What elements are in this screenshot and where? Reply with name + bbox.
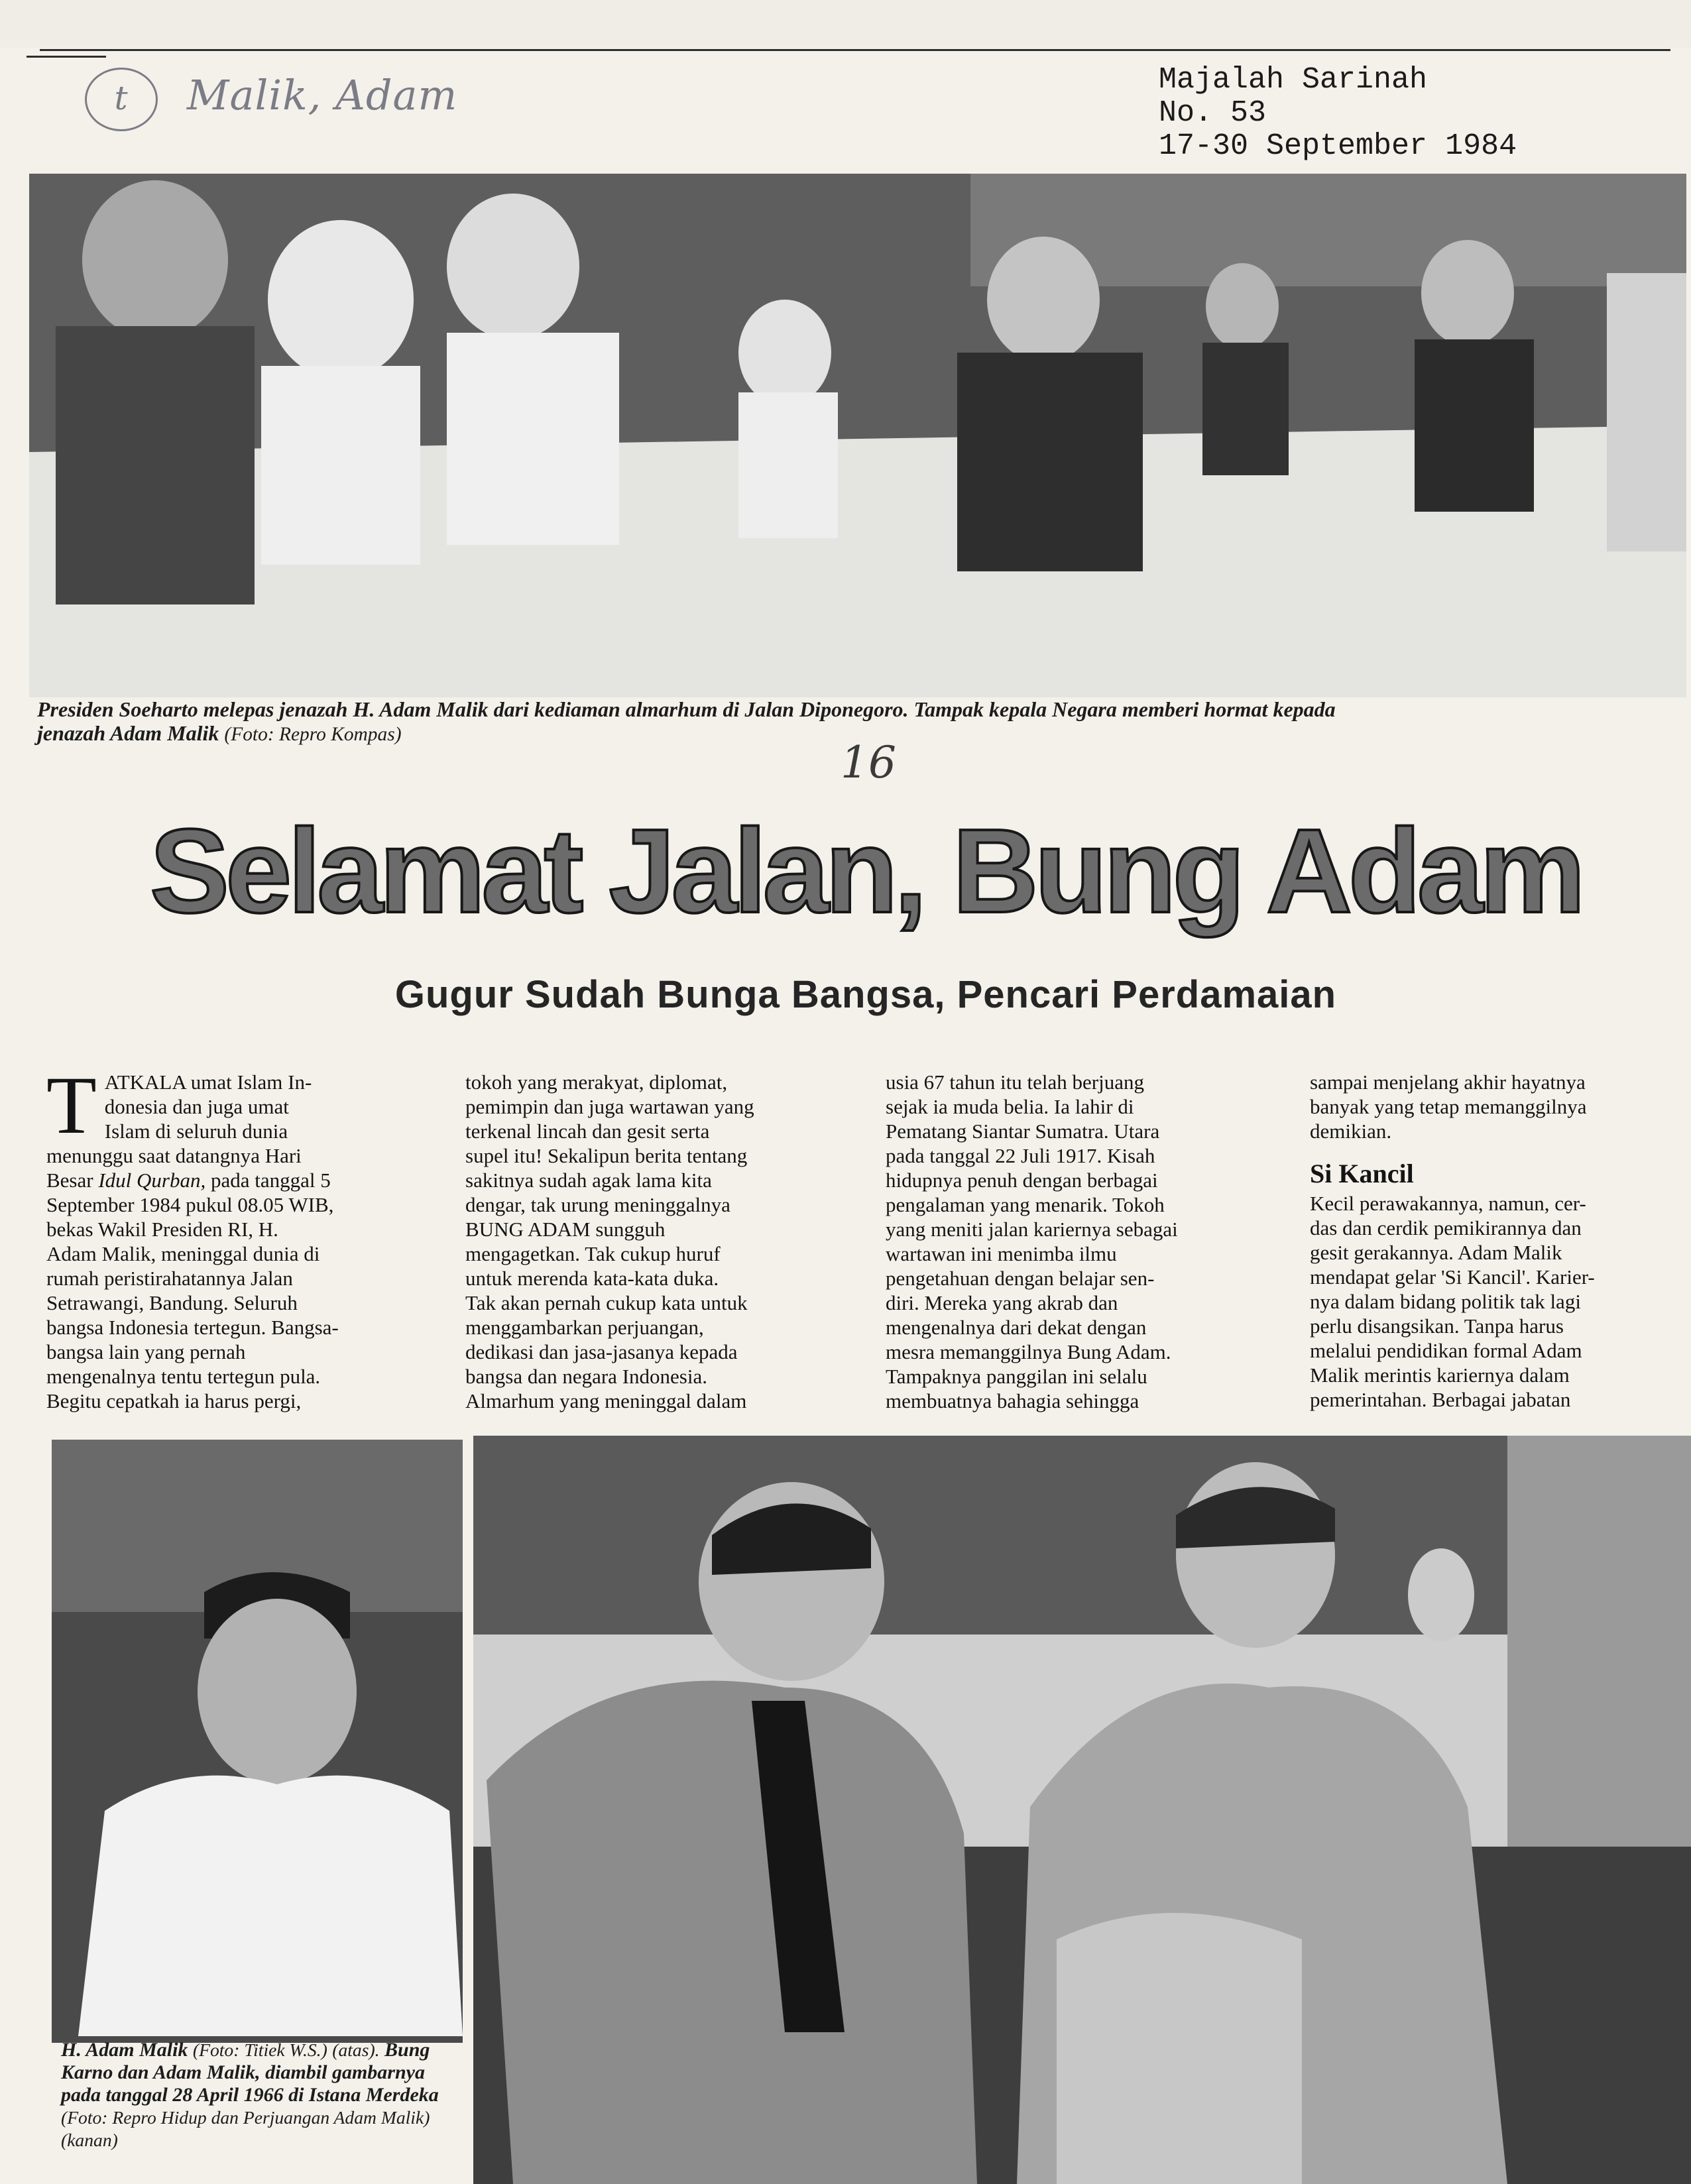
article-subheadline: Gugur Sudah Bunga Bangsa, Pencari Perdamaian [394, 973, 1337, 1016]
adam-malik-portrait-photo [52, 1440, 463, 2043]
col4-line: Kecil perawakannya, namun, cer- [1310, 1192, 1586, 1215]
col1-line-mixed [46, 1168, 437, 1192]
caption-name: H. Adam Malik [61, 2039, 188, 2061]
col4-line: melalui pendidikan formal Adam [1310, 1339, 1582, 1362]
col1-line: donesia dan juga umat [104, 1095, 289, 1118]
col3-line: membuatnya bahagia sehingga [886, 1389, 1139, 1412]
handwritten-circle: t [85, 68, 158, 131]
idul-qurban-term: Idul Qurban, [98, 1169, 206, 1192]
col2-line: BUNG ADAM sungguh [465, 1218, 666, 1241]
col1-line: September 1984 pukul 08.05 WIB, [46, 1193, 334, 1216]
caption-credit-2: (Foto: Repro Hidup dan Perjuangan Adam Malik) [61, 2107, 430, 2128]
handwritten-annotation [85, 68, 457, 131]
article-column-2 [465, 1070, 863, 1413]
col3-line: diri. Mereka yang akrab dan [886, 1291, 1118, 1314]
caption-position-1: (atas). [332, 2040, 380, 2060]
source-issue: No. 53 [1159, 96, 1267, 130]
article-column-1 [46, 1060, 437, 1413]
top-caption-line2-text: jenazah Adam Malik [37, 721, 219, 745]
col1-line: Setrawangi, Bandung. Seluruh [46, 1291, 298, 1314]
source-magazine: Majalah Sarinah [1159, 63, 1428, 97]
col4-line: nya dalam bidang politik tak lagi [1310, 1290, 1581, 1313]
caption-position-2: (kanan) [61, 2130, 118, 2150]
col3-line: usia 67 tahun itu telah berjuang [886, 1070, 1144, 1094]
paper-top-edge [0, 0, 1691, 48]
article-column-3 [886, 1070, 1283, 1413]
col2-line: menggambarkan perjuangan, [465, 1316, 704, 1339]
drop-cap: T [46, 1060, 97, 1151]
col1-line: Islam di seluruh dunia [104, 1120, 288, 1143]
handwritten-page-number: 16 [841, 737, 896, 788]
source-citation [1159, 64, 1517, 163]
top-caption-credit: (Foto: Repro Kompas) [224, 724, 402, 745]
col2-line: Tak akan pernah cukup kata untuk [465, 1291, 748, 1314]
col2-line: mengagetkan. Tak cukup huruf [465, 1242, 721, 1265]
col4-line: banyak yang tetap memanggilnya [1310, 1095, 1587, 1118]
col1-line: ATKALA umat Islam In- [104, 1070, 312, 1094]
col4-line: das dan cerdik pemikirannya dan [1310, 1216, 1582, 1239]
col3-line: pengetahuan dengan belajar sen- [886, 1267, 1155, 1290]
col1-line: bangsa lain yang pernah [46, 1340, 246, 1363]
col2-line: dedikasi dan jasa-jasanya kepada [465, 1340, 738, 1363]
top-rule [40, 49, 1670, 51]
handwritten-name: Malik, Adam [187, 71, 458, 119]
col3-line: Tampaknya panggilan ini selalu [886, 1365, 1147, 1388]
top-rule-tick [27, 56, 106, 58]
col4-line: perlu disangsikan. Tanpa harus [1310, 1314, 1564, 1338]
top-caption-line1: Presiden Soeharto melepas jenazah H. Adam Malik dari kediaman almarhum di Jalan Diponegoro. Tampak kepala Negara memberi hormat kepada [37, 697, 1336, 721]
col3-line: sejak ia muda belia. Ia lahir di [886, 1095, 1134, 1118]
col3-line: wartawan ini menimba ilmu [886, 1242, 1117, 1265]
bung-karno-adam-malik-photo [473, 1436, 1691, 2184]
section-heading-si-kancil: Si Kancil [1310, 1159, 1414, 1188]
col3-line: mesra memanggilnya Bung Adam. [886, 1340, 1171, 1363]
col2-line: untuk merenda kata-kata duka. [465, 1267, 719, 1290]
col4-line: pemerintahan. Berbagai jabatan [1310, 1388, 1571, 1411]
col4-line: Malik merintis kariernya dalam [1310, 1363, 1570, 1387]
col1-line-start: Besar [46, 1169, 99, 1192]
article-column-4 [1310, 1070, 1681, 1412]
col2-line: dengar, tak urung meninggalnya [465, 1193, 730, 1216]
col2-line: bangsa dan negara Indonesia. [465, 1365, 707, 1388]
col2-line: terkenal lincah dan gesit serta [465, 1120, 710, 1143]
article-headline: Selamat Jalan, Bung Adam [150, 805, 1582, 938]
col2-line: supel itu! Sekalipun berita tentang [465, 1144, 748, 1167]
col4-line: gesit gerakannya. Adam Malik [1310, 1241, 1562, 1264]
col1-line-end: pada tanggal 5 [205, 1169, 331, 1192]
col1-line: bangsa Indonesia tertegun. Bangsa- [46, 1316, 339, 1339]
col2-line: Almarhum yang meninggal dalam [465, 1389, 747, 1412]
col1-line: Adam Malik, meninggal dunia di [46, 1242, 320, 1265]
col1-line: bekas Wakil Presiden RI, H. [46, 1218, 278, 1241]
col3-line: Pematang Siantar Sumatra. Utara [886, 1120, 1160, 1143]
col3-line: pada tanggal 22 Juli 1917. Kisah [886, 1144, 1155, 1167]
col4-line: sampai menjelang akhir hayatnya [1310, 1070, 1586, 1094]
col1-line: rumah peristirahatannya Jalan [46, 1267, 293, 1290]
col3-line: pengalaman yang menarik. Tokoh [886, 1193, 1165, 1216]
col4-line: mendapat gelar 'Si Kancil'. Karier- [1310, 1265, 1595, 1289]
col4-line: demikian. [1310, 1120, 1392, 1143]
col2-line: tokoh yang merakyat, diplomat, [465, 1070, 728, 1094]
col3-line: mengenalnya dari dekat dengan [886, 1316, 1147, 1339]
caption-text: Bung Karno dan Adam Malik, diambil gambarnya pada tanggal 28 April 1966 di Istana Merdeka [61, 2039, 439, 2106]
funeral-photo [29, 174, 1686, 697]
col3-line: yang meniti jalan kariernya sebagai [886, 1218, 1178, 1241]
caption-credit-1: (Foto: Titiek W.S.) [192, 2040, 327, 2060]
col1-line: mengenalnya tentu tertegun pula. [46, 1365, 321, 1388]
col1-line: menunggu saat datangnya Hari [46, 1144, 302, 1167]
col2-line: pemimpin dan juga wartawan yang [465, 1095, 754, 1118]
col3-line: hidupnya penuh dengan berbagai [886, 1169, 1158, 1192]
source-date: 17-30 September 1984 [1159, 129, 1517, 163]
col2-line: sakitnya sudah agak lama kita [465, 1169, 712, 1192]
bottom-photo-caption [61, 2039, 448, 2152]
col1-line: Begitu cepatkah ia harus pergi, [46, 1389, 302, 1412]
